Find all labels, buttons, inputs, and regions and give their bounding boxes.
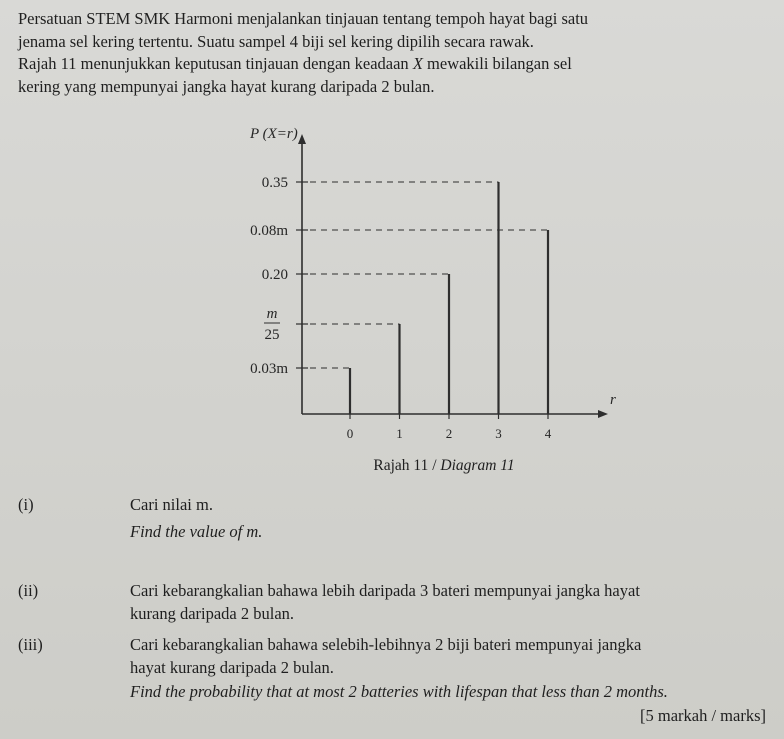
question-text-my: Cari nilai m. [130, 495, 213, 514]
y-axis-arrow [298, 134, 306, 144]
y-tick-label-numerator: m [266, 306, 278, 322]
probability-bar-chart [230, 122, 630, 482]
question-text-line-2: kurang daripada 2 bulan. [130, 603, 295, 623]
x-tick-label: 1 [396, 426, 403, 441]
intro-line-1: Persatuan STEM SMK Harmoni menjalankan tinjauan tentang tempoh hayat bagi satu [18, 9, 589, 28]
y-tick-label: 0.20 [261, 267, 288, 283]
variable-x: X [412, 54, 423, 73]
question-text-line-2: hayat kurang daripada 2 bulan. [130, 657, 334, 677]
question-number: (iii) [18, 635, 43, 654]
question-ii [18, 580, 768, 625]
chart-caption: Rajah 11 / Diagram 11 [373, 457, 515, 474]
question-i [18, 494, 768, 543]
y-tick-label: 0.03m [250, 361, 288, 377]
y-tick-label: 0.35 [261, 175, 288, 191]
question-number: (ii) [18, 581, 39, 600]
intro-line-4: kering yang mempunyai jangka hayat kurang daripada 2 bulan. [18, 76, 435, 96]
x-tick-label: 3 [495, 426, 502, 441]
x-axis-title: r [610, 392, 616, 408]
intro-line-2: jenama sel kering tertentu. Suatu sampel 4 biji sel kering dipilih secara rawak. [18, 31, 534, 51]
x-axis-arrow [598, 410, 608, 418]
marks-label: [5 markah / marks] [640, 706, 766, 725]
question-iii [18, 634, 768, 704]
x-tick-label: 0 [346, 426, 354, 441]
question-number: (i) [18, 495, 34, 514]
x-tick-label: 4 [544, 426, 552, 441]
question-text-line-1: Cari kebarangkalian bahawa selebih-lebihnya 2 biji bateri mempunyai jangka [130, 635, 642, 654]
y-tick-label: 0.08m [250, 223, 288, 239]
intro-line-3: Rajah 11 menunjukkan keputusan tinjauan dengan keadaan X mewakili bilangan sel [18, 54, 572, 73]
question-text-line-1: Cari kebarangkalian bahawa lebih daripada 3 bateri mempunyai jangka hayat [130, 581, 640, 600]
question-text-en: Find the value of m. [130, 521, 263, 541]
intro-paragraph [18, 8, 758, 98]
x-tick-label: 2 [445, 426, 453, 441]
y-axis-title: P (X=r) [250, 126, 298, 142]
question-text-en: Find the probability that at most 2 batteries with lifespan that less than 2 months. [130, 682, 668, 701]
y-tick-label-denominator: 25 [264, 327, 280, 343]
chart-svg [230, 122, 630, 482]
